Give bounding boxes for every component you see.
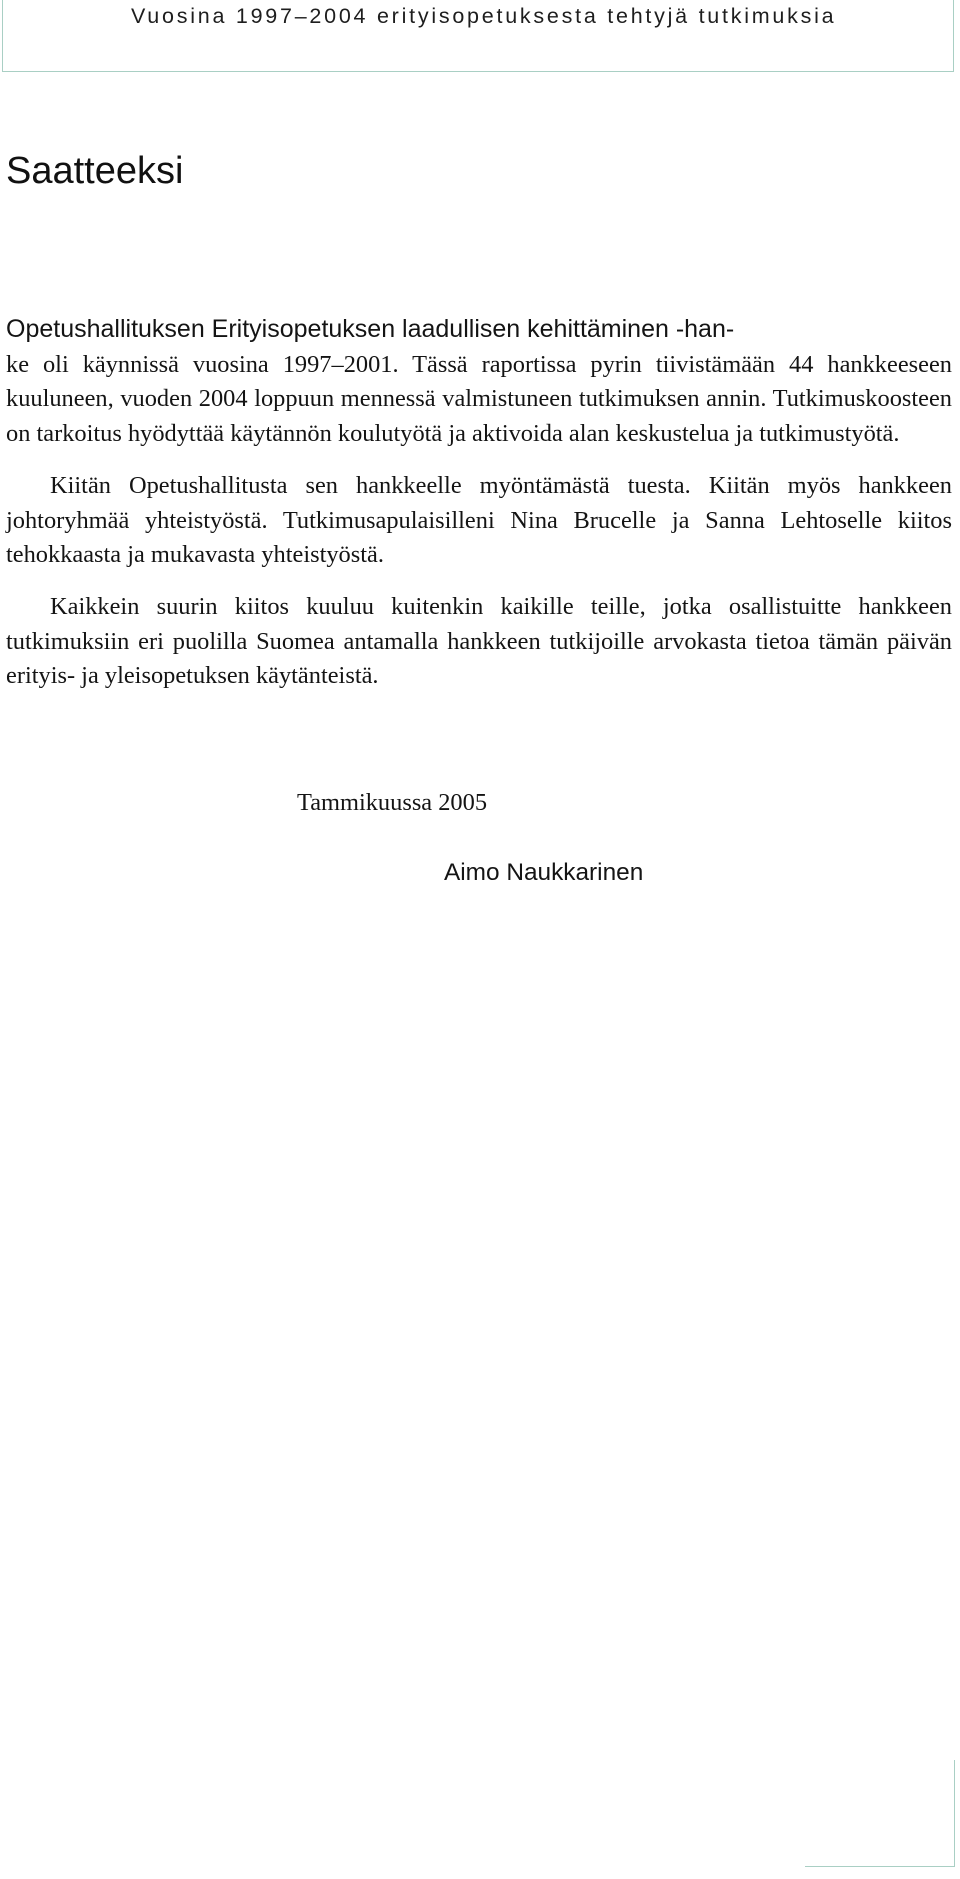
dateline: Tammikuussa 2005 (297, 789, 488, 816)
author-signature: Aimo Naukkarinen (444, 859, 644, 886)
paragraph-thanks: Kiitän Opetushallitusta sen hankkeelle myöntämästä tuesta. Kiitän myös hankkeen johtoryhmää yhteistyöstä. Tutkimusapulaisilleni Nina Brucelle ja Sanna Lehtoselle kiitos tehokkaasta ja mukavasta yhteistyöstä. (6, 471, 952, 569)
foreword-body (6, 312, 952, 694)
paragraph-final-thanks: Kaikkein suurin kiitos kuuluu kuitenkin kaikille teille, jotka osallistuitte hankkeen tutkimuksiin eri puolilla Suomea antamalla hankkeen tutkijoille arvokasta tietoa tämän päivän erityis- ja yleisopetuksen käytänteistä. (6, 592, 952, 690)
paragraph-intro-lead: Opetushallituksen Erityisopetuksen laadullisen kehittäminen -han- (6, 315, 735, 343)
paragraph-intro (6, 312, 952, 452)
running-title: Vuosina 1997–2004 erityisopetuksesta tehtyjä tutkimuksia (131, 4, 837, 28)
paragraph-intro-text: ke oli käynnissä vuosina 1997–2001. Tässä raportissa pyrin tiivistämään 44 hankkeeseen kuuluneen, vuoden 2004 loppuun mennessä valmistuneen tutkimuksen annin. Tutkimuskoosteen on tarkoitus hyödyttää käytännön koulutyötä ja aktivoida alan keskustelua ja tutkimustyötä. (6, 350, 952, 448)
page-corner-line (805, 1866, 955, 1867)
running-header (2, 0, 954, 72)
page-title: Saatteeksi (6, 150, 184, 192)
page-edge-line (954, 1760, 955, 1866)
